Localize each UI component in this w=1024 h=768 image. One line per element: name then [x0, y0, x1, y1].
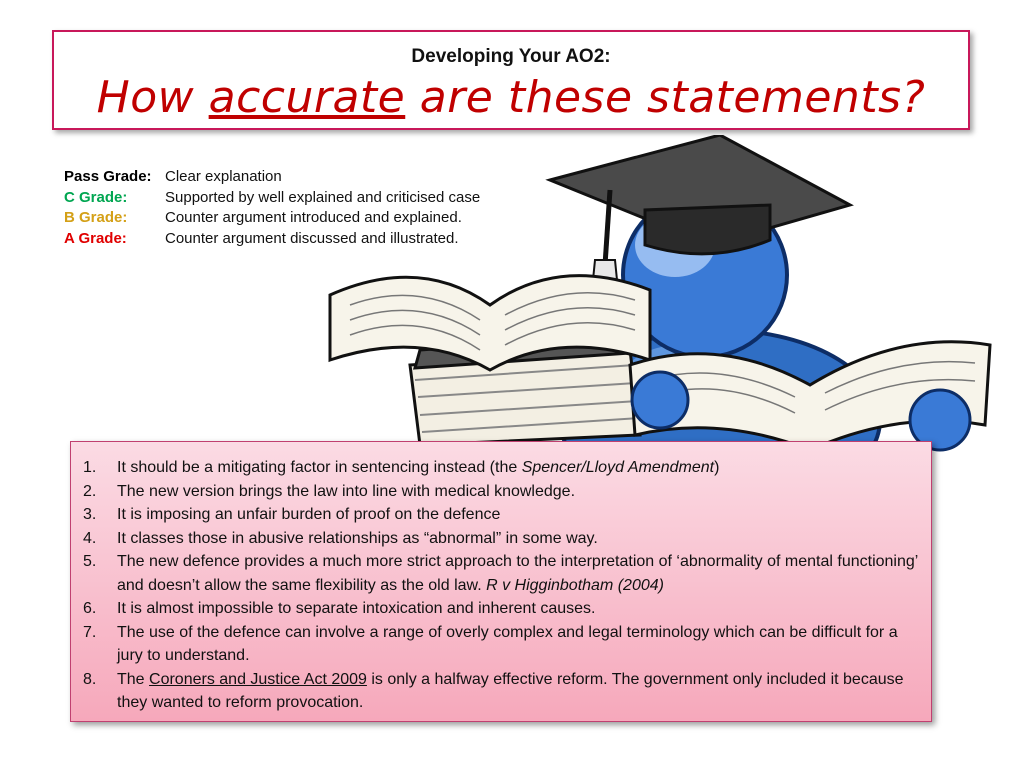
item-number: 3.: [83, 506, 97, 523]
item-number: 6.: [83, 600, 97, 617]
list-item: [83, 527, 919, 551]
grade-desc-b: Counter argument introduced and explained.: [165, 209, 462, 226]
grade-row-a: [64, 229, 480, 250]
item-text-c: ): [714, 459, 720, 476]
item-text: It classes those in abusive relationships as “abnormal” in some way.: [117, 529, 598, 547]
grade-label-pass: Pass Grade:: [64, 168, 152, 185]
grade-row-pass: [64, 167, 480, 188]
grade-desc-c: Supported by well explained and criticised case: [165, 188, 481, 206]
item-text: [117, 668, 919, 715]
grade-label-c: C Grade:: [64, 188, 128, 206]
list-item: [83, 550, 919, 597]
title-post: are these statements?: [405, 72, 926, 123]
title-emphasis: accurate: [208, 72, 406, 123]
item-text-c: is only a halfway effective reform. The government only included it because they wanted to reform provocation.: [117, 670, 904, 711]
item-text-a: The: [117, 670, 150, 688]
item-text: It is almost impossible to separate intoxication and inherent causes.: [117, 600, 596, 617]
grade-row-b: [64, 208, 480, 229]
item-number: 2.: [83, 482, 97, 500]
title-pre: How: [96, 72, 209, 123]
case-reference: Spencer/Lloyd Amendment: [521, 459, 715, 476]
list-item: [83, 480, 919, 504]
item-text: [117, 456, 919, 480]
grade-desc-a: Counter argument discussed and illustrated.: [165, 229, 459, 247]
item-text-a: The new defence provides a much more strict approach to the interpretation of ‘abnormality of mental functioning’ and doesn’t allow the same flexibility as the old law.: [117, 553, 918, 594]
item-text: [117, 550, 919, 597]
list-item: [83, 456, 919, 480]
title-box: [52, 30, 970, 130]
grade-desc-pass: Clear explanation: [165, 168, 282, 185]
statute-reference: Coroners and Justice Act 2009: [149, 670, 367, 688]
item-number: 8.: [83, 670, 97, 688]
item-text: The use of the defence can involve a range of overly complex and legal terminology which can be difficult for a jury to understand.: [117, 623, 898, 664]
item-number: 4.: [83, 529, 97, 547]
list-item: [83, 668, 919, 715]
list-item: [83, 503, 919, 527]
grade-row-c: [64, 188, 480, 209]
list-item: [83, 597, 919, 621]
item-number: 5.: [83, 553, 97, 570]
grade-criteria: [64, 167, 480, 249]
list-item: [83, 621, 919, 668]
grade-label-a: A Grade:: [64, 229, 127, 247]
statements-box: [70, 441, 932, 722]
item-text: It is imposing an unfair burden of proof on the defence: [117, 506, 501, 523]
item-text-a: It should be a mitigating factor in sentencing instead (the: [117, 459, 522, 476]
item-text: The new version brings the law into line with medical knowledge.: [117, 482, 576, 500]
item-number: 1.: [83, 459, 97, 476]
grade-label-b: B Grade:: [64, 209, 128, 226]
slide-subtitle: Developing Your AO2:: [411, 46, 611, 67]
case-reference: R v Higginbotham (2004): [486, 576, 664, 594]
item-number: 7.: [83, 623, 97, 641]
slide-title: [54, 72, 968, 123]
